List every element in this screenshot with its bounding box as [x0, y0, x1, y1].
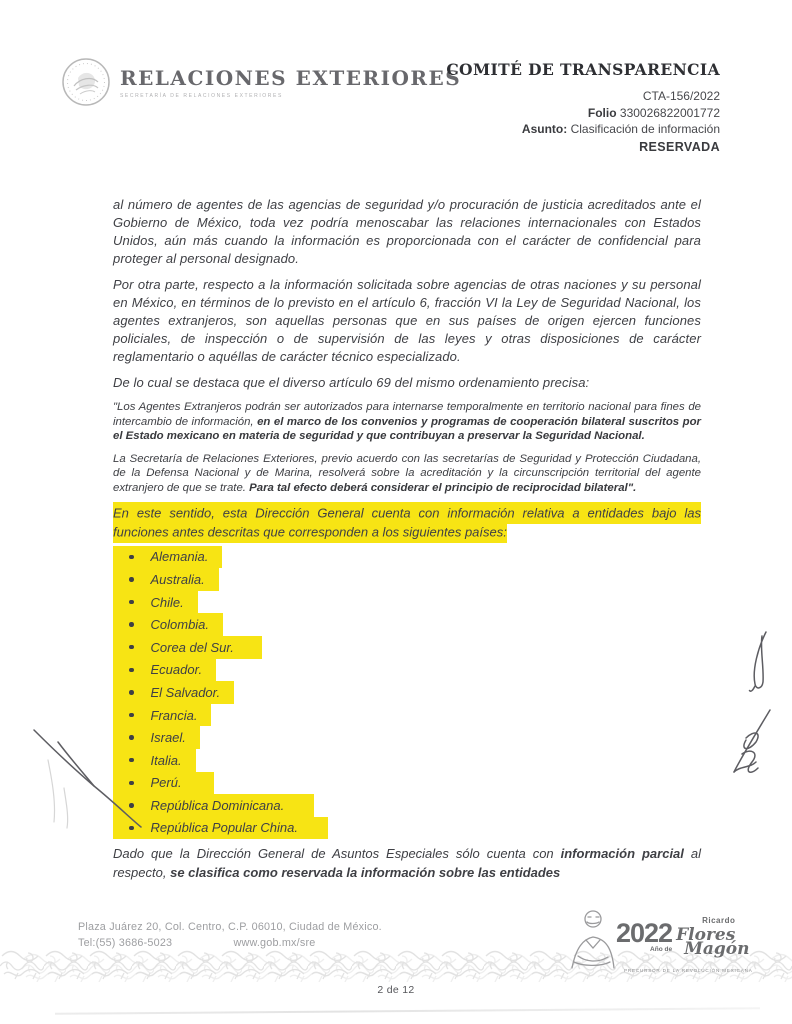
- list-item: [113, 591, 198, 614]
- flores-magon-portrait-icon: [566, 906, 616, 972]
- list-item: [113, 613, 223, 636]
- quote-article69-bold: en el marco de los convenios y programas de cooperación bilateral suscritos por el Estado mexicano en materia de seguridad y que contribuyan a preservar la Seguridad Nacional.: [113, 415, 701, 443]
- closing-normal-1: Dado que la Dirección General de Asuntos Especiales sólo cuenta con: [113, 846, 561, 862]
- pen-mark-right: [698, 618, 792, 790]
- folio-line: [390, 105, 720, 122]
- bullet-icon: [129, 713, 134, 718]
- bullet-icon: [129, 735, 134, 740]
- closing-bold-1: información parcial: [560, 846, 684, 862]
- year-tagline: Año de: [650, 946, 673, 953]
- quote-article69: [113, 400, 701, 444]
- bullet-icon: [129, 690, 134, 695]
- list-item: [113, 726, 200, 749]
- paragraph-continuation: al número de agentes de las agencias de seguridad y/o procuración de justicia acreditados ante el Gobierno de México, toda vez podría menoscabar las relaciones internacionales con Estados Unidos, aún más cuando la información es proporcionada con el carácter de confidencial para proteger al personal designado.: [113, 197, 701, 266]
- bullet-icon: [129, 555, 134, 560]
- country-name: Chile.: [150, 594, 184, 610]
- country-list: [113, 546, 701, 840]
- bullet-icon: [129, 758, 134, 763]
- document-meta: [390, 60, 720, 154]
- flores-magon-name: [676, 914, 750, 959]
- footer-contact: [78, 920, 382, 951]
- subject-value: Clasificación de información: [570, 122, 720, 136]
- name-flores: Flores: [676, 925, 736, 945]
- bullet-icon: [129, 803, 134, 808]
- closing-normal-2: al respecto,: [113, 846, 701, 880]
- paragraph-article69-intro: De lo cual se destaca que el diverso artículo 69 del mismo ordenamiento precisa:: [113, 375, 590, 390]
- name-ricardo: Ricardo: [702, 916, 736, 925]
- quote-sre: [113, 452, 701, 496]
- list-item: [113, 681, 234, 704]
- footer-phone: Tel:(55) 3686-5023: [78, 936, 173, 949]
- country-name: República Popular China.: [150, 820, 298, 836]
- closing-bold-2: se clasifica como reservada la información sobre las entidades: [170, 864, 561, 880]
- classification-badge: RESERVADA: [639, 139, 720, 154]
- folio-label: Folio: [587, 105, 617, 120]
- list-item: [113, 794, 314, 817]
- highlighted-intro-paragraph: [113, 504, 701, 542]
- brand-title: RELACIONES EXTERIORES: [120, 65, 462, 90]
- bullet-icon: [129, 577, 134, 582]
- bullet-icon: [129, 826, 134, 831]
- closing-paragraph: [113, 845, 701, 882]
- country-name: Israel.: [150, 730, 186, 746]
- bullet-icon: [129, 668, 134, 673]
- subject-label: Asunto:: [521, 122, 568, 136]
- list-item: [113, 704, 211, 727]
- bullet-icon: [129, 781, 134, 786]
- footer-website: www.gob.mx/sre: [233, 936, 316, 949]
- country-name: Perú.: [150, 775, 182, 791]
- highlight-intro-text: En este sentido, esta Dirección General cuenta con información relativa a entidades bajo las funciones antes descritas que corresponden a los siguientes países:: [113, 502, 701, 543]
- list-item: [113, 568, 219, 591]
- scan-shadow-line: [55, 1007, 760, 1014]
- country-name: Colombia.: [150, 617, 210, 633]
- country-name: República Dominicana.: [150, 797, 285, 813]
- country-name: Ecuador.: [150, 662, 203, 678]
- folio-value: 330026822001772: [619, 105, 720, 120]
- bullet-icon: [129, 645, 134, 650]
- flores-magon-2022-logo: [566, 906, 766, 982]
- country-name: Australia.: [150, 571, 205, 587]
- brand-subtitle: SECRETARÍA DE RELACIONES EXTERIORES: [120, 92, 283, 99]
- list-item: [113, 546, 222, 569]
- footer-address: Plaza Juárez 20, Col. Centro, C.P. 06010, Ciudad de México.: [78, 921, 382, 933]
- list-item: [113, 659, 216, 682]
- country-name: El Salvador.: [150, 684, 221, 700]
- committee-title: COMITÉ DE TRANSPARENCIA: [446, 60, 720, 79]
- bullet-icon: [129, 622, 134, 627]
- paragraph-agencies: Por otra parte, respecto a la información solicitada sobre agencias de otras naciones y su personal en México, en términos de lo previsto en el artículo 6, fracción VI la Ley de Seguridad Nacional, los agentes extranjeros, son aquellas personas que en sus países de origen ejercen funciones policiales, de inspección o de supervisión de las leyes y otras disposiciones de carácter reglamentario o aquéllas de carácter técnico especializado.: [113, 277, 701, 364]
- logo-subtitle: PRECURSOR DE LA REVOLUCIÓN MEXICANA: [624, 968, 753, 973]
- quote-sre-bold: Para tal efecto deberá considerar el principio de reciprocidad bilateral".: [249, 481, 637, 494]
- reference-number: CTA-156/2022: [642, 89, 720, 103]
- eagle-seal-icon: [60, 56, 112, 108]
- year-2022-text: 2022: [616, 918, 673, 948]
- quote-article69-normal: "Los Agentes Extranjeros podrán ser autorizados para internarse temporalmente en territorio nacional para fines de intercambio de información,: [113, 401, 701, 428]
- quote-sre-normal: La Secretaría de Relaciones Exteriores, previo acuerdo con las secretarías de Seguridad y Protección Ciudadana, de la Defensa Nacional y de Marina, resolverá sobre la acreditación y la circunscripción territorial del agente extranjero de que se trate.: [113, 452, 701, 494]
- bullet-icon: [129, 600, 134, 605]
- document-body: [113, 196, 701, 882]
- list-item: [113, 749, 196, 772]
- country-name: Alemania.: [150, 549, 209, 565]
- country-name: Italia.: [150, 752, 182, 768]
- list-item: [113, 772, 214, 795]
- list-item: [113, 817, 328, 840]
- country-name: Francia.: [150, 707, 198, 723]
- name-magon: Magón: [684, 939, 750, 959]
- list-item: [113, 636, 262, 659]
- country-name: Corea del Sur.: [150, 639, 234, 655]
- subject-line: [390, 121, 720, 138]
- page-indicator: 2 de 12: [377, 984, 415, 996]
